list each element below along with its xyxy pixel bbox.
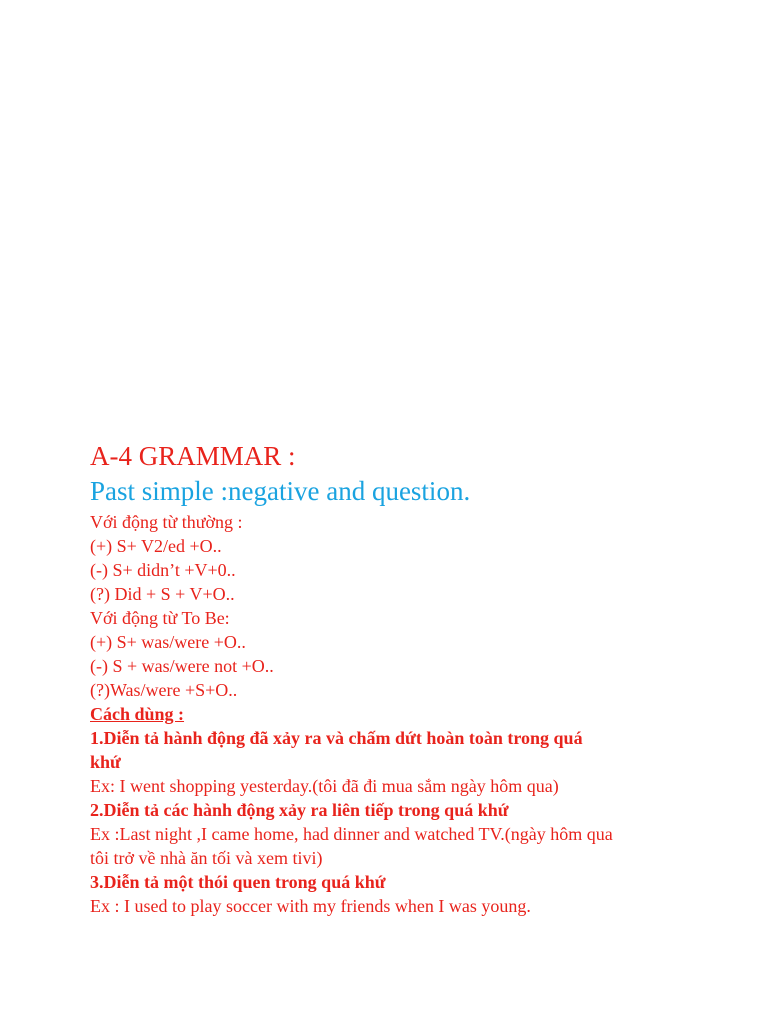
- document-body: [90, 438, 690, 918]
- usage-item-3-example: Ex : I used to play soccer with my friends when I was young.: [90, 896, 531, 916]
- regular-verbs-heading: Với động từ thường :: [90, 512, 243, 532]
- regular-verbs-question: (?) Did + S + V+O..: [90, 584, 235, 604]
- usage-heading: Cách dùng :: [90, 704, 185, 724]
- to-be-positive: (+) S+ was/were +O..: [90, 632, 246, 652]
- regular-verbs-positive: (+) S+ V2/ed +O..: [90, 536, 222, 556]
- page-title: A-4 GRAMMAR :: [90, 441, 296, 471]
- to-be-heading: Với động từ To Be:: [90, 608, 230, 628]
- regular-verbs-negative: (-) S+ didn’t +V+0..: [90, 560, 236, 580]
- to-be-negative: (-) S + was/were not +O..: [90, 656, 274, 676]
- usage-item-3-title: 3.Diễn tả một thói quen trong quá khứ: [90, 872, 386, 892]
- usage-item-1-title-cont: khứ: [90, 752, 121, 772]
- usage-item-2-example: Ex :Last night ,I came home, had dinner and watched TV.(ngày hôm qua: [90, 824, 613, 844]
- page-subtitle: Past simple :negative and question.: [90, 476, 471, 506]
- to-be-question: (?)Was/were +S+O..: [90, 680, 238, 700]
- usage-item-2-title: 2.Diễn tả các hành động xảy ra liên tiếp trong quá khứ: [90, 800, 509, 820]
- usage-item-1-example: Ex: I went shopping yesterday.(tôi đã đi mua sắm ngày hôm qua): [90, 776, 559, 796]
- usage-item-1-title: 1.Diễn tả hành động đã xảy ra và chấm dứt hoàn toàn trong quá: [90, 728, 583, 748]
- usage-item-2-example-cont: tôi trở về nhà ăn tối và xem tivi): [90, 848, 323, 868]
